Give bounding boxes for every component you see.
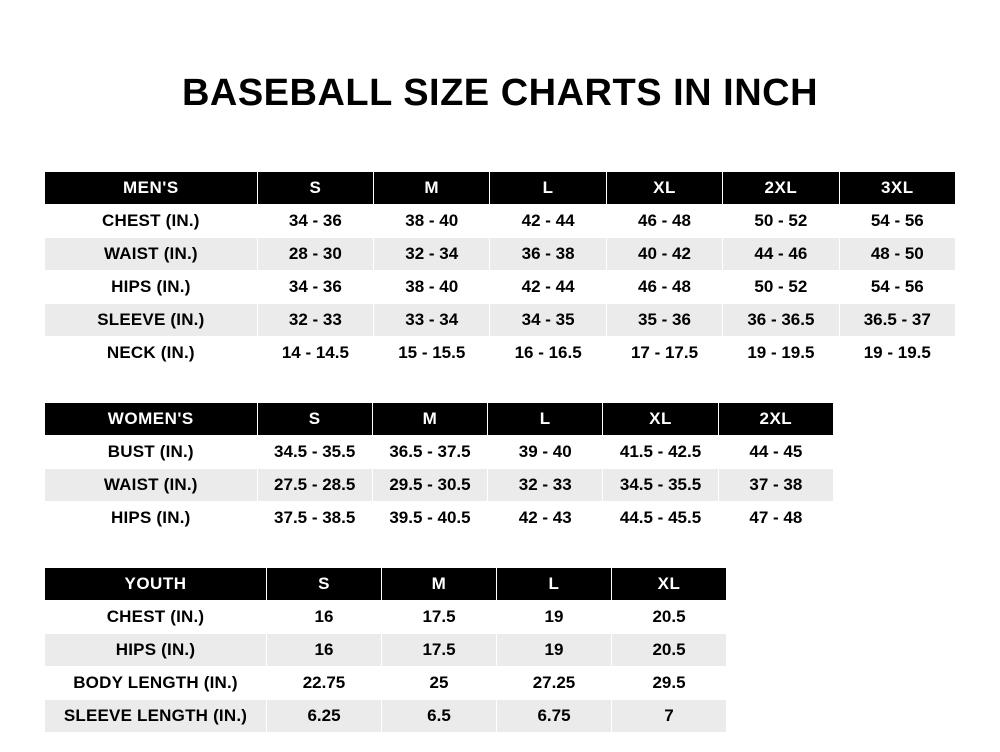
row-label: SLEEVE (IN.) <box>45 304 258 337</box>
table-cell: 48 - 50 <box>839 238 955 271</box>
column-header: XL <box>603 403 718 436</box>
table-cell: 27.5 - 28.5 <box>257 469 372 502</box>
table-cell: 38 - 40 <box>374 271 490 304</box>
table-cell: 7 <box>612 700 727 733</box>
table-row <box>45 337 956 370</box>
mens-size-table <box>44 171 956 370</box>
column-header: 3XL <box>839 172 955 205</box>
table-cell: 38 - 40 <box>374 205 490 238</box>
table-cell: 27.25 <box>497 667 612 700</box>
table-cell: 37 - 38 <box>718 469 833 502</box>
table-cell: 16 <box>267 634 382 667</box>
table-cell: 19 - 19.5 <box>723 337 839 370</box>
table-header-row <box>45 403 834 436</box>
row-label: CHEST (IN.) <box>45 601 267 634</box>
table-cell: 33 - 34 <box>374 304 490 337</box>
row-label: HIPS (IN.) <box>45 502 258 535</box>
table-row <box>45 502 834 535</box>
table-cell: 44 - 46 <box>723 238 839 271</box>
table-row <box>45 667 727 700</box>
column-header: 2XL <box>718 403 833 436</box>
table-cell: 29.5 - 30.5 <box>372 469 487 502</box>
column-header: XL <box>606 172 722 205</box>
column-header: L <box>490 172 606 205</box>
table-row <box>45 601 727 634</box>
table-row <box>45 436 834 469</box>
womens-size-table <box>44 402 834 535</box>
table-cell: 16 - 16.5 <box>490 337 606 370</box>
table-cell: 37.5 - 38.5 <box>257 502 372 535</box>
column-header: L <box>497 568 612 601</box>
table-cell: 17.5 <box>382 601 497 634</box>
table-cell: 6.5 <box>382 700 497 733</box>
table-cell: 19 <box>497 601 612 634</box>
column-header: S <box>257 403 372 436</box>
table-cell: 34.5 - 35.5 <box>257 436 372 469</box>
row-label: WAIST (IN.) <box>45 238 258 271</box>
table-cell: 42 - 43 <box>488 502 603 535</box>
row-label: CHEST (IN.) <box>45 205 258 238</box>
row-label: WAIST (IN.) <box>45 469 258 502</box>
table-row <box>45 238 956 271</box>
column-header: 2XL <box>723 172 839 205</box>
table-row <box>45 205 956 238</box>
table-cell: 39.5 - 40.5 <box>372 502 487 535</box>
table-cell: 36 - 38 <box>490 238 606 271</box>
row-label: HIPS (IN.) <box>45 634 267 667</box>
table-cell: 29.5 <box>612 667 727 700</box>
table-cell: 17.5 <box>382 634 497 667</box>
column-header: MEN'S <box>45 172 258 205</box>
column-header: YOUTH <box>45 568 267 601</box>
table-cell: 17 - 17.5 <box>606 337 722 370</box>
table-cell: 34 - 35 <box>490 304 606 337</box>
column-header: S <box>267 568 382 601</box>
table-cell: 16 <box>267 601 382 634</box>
table-cell: 15 - 15.5 <box>374 337 490 370</box>
table-header-row <box>45 568 727 601</box>
table-cell: 39 - 40 <box>488 436 603 469</box>
table-cell: 44.5 - 45.5 <box>603 502 718 535</box>
table-cell: 42 - 44 <box>490 205 606 238</box>
column-header: M <box>372 403 487 436</box>
table-cell: 20.5 <box>612 601 727 634</box>
table-cell: 36.5 - 37.5 <box>372 436 487 469</box>
table-row <box>45 700 727 733</box>
table-cell: 46 - 48 <box>606 205 722 238</box>
row-label: BUST (IN.) <box>45 436 258 469</box>
table-cell: 34 - 36 <box>257 271 373 304</box>
table-cell: 36.5 - 37 <box>839 304 955 337</box>
table-row <box>45 469 834 502</box>
table-row <box>45 304 956 337</box>
table-cell: 32 - 33 <box>257 304 373 337</box>
row-label: HIPS (IN.) <box>45 271 258 304</box>
table-row <box>45 634 727 667</box>
table-cell: 22.75 <box>267 667 382 700</box>
column-header: WOMEN'S <box>45 403 258 436</box>
table-cell: 6.25 <box>267 700 382 733</box>
table-cell: 50 - 52 <box>723 271 839 304</box>
column-header: S <box>257 172 373 205</box>
column-header: M <box>374 172 490 205</box>
table-cell: 34.5 - 35.5 <box>603 469 718 502</box>
table-header-row <box>45 172 956 205</box>
page-title: BASEBALL SIZE CHARTS IN INCH <box>181 72 819 114</box>
table-cell: 42 - 44 <box>490 271 606 304</box>
table-cell: 46 - 48 <box>606 271 722 304</box>
table-cell: 19 - 19.5 <box>839 337 955 370</box>
table-cell: 25 <box>382 667 497 700</box>
table-cell: 54 - 56 <box>839 205 955 238</box>
table-cell: 34 - 36 <box>257 205 373 238</box>
table-row <box>45 271 956 304</box>
table-cell: 28 - 30 <box>257 238 373 271</box>
row-label: NECK (IN.) <box>45 337 258 370</box>
table-cell: 6.75 <box>497 700 612 733</box>
table-cell: 44 - 45 <box>718 436 833 469</box>
table-cell: 20.5 <box>612 634 727 667</box>
table-cell: 41.5 - 42.5 <box>603 436 718 469</box>
table-cell: 32 - 34 <box>374 238 490 271</box>
row-label: BODY LENGTH (IN.) <box>45 667 267 700</box>
column-header: XL <box>612 568 727 601</box>
table-cell: 32 - 33 <box>488 469 603 502</box>
table-cell: 54 - 56 <box>839 271 955 304</box>
table-cell: 40 - 42 <box>606 238 722 271</box>
table-cell: 19 <box>497 634 612 667</box>
tables-container <box>0 171 1000 733</box>
table-cell: 50 - 52 <box>723 205 839 238</box>
table-cell: 47 - 48 <box>718 502 833 535</box>
column-header: M <box>382 568 497 601</box>
column-header: L <box>488 403 603 436</box>
table-cell: 14 - 14.5 <box>257 337 373 370</box>
youth-size-table <box>44 567 727 733</box>
table-cell: 35 - 36 <box>606 304 722 337</box>
table-cell: 36 - 36.5 <box>723 304 839 337</box>
row-label: SLEEVE LENGTH (IN.) <box>45 700 267 733</box>
